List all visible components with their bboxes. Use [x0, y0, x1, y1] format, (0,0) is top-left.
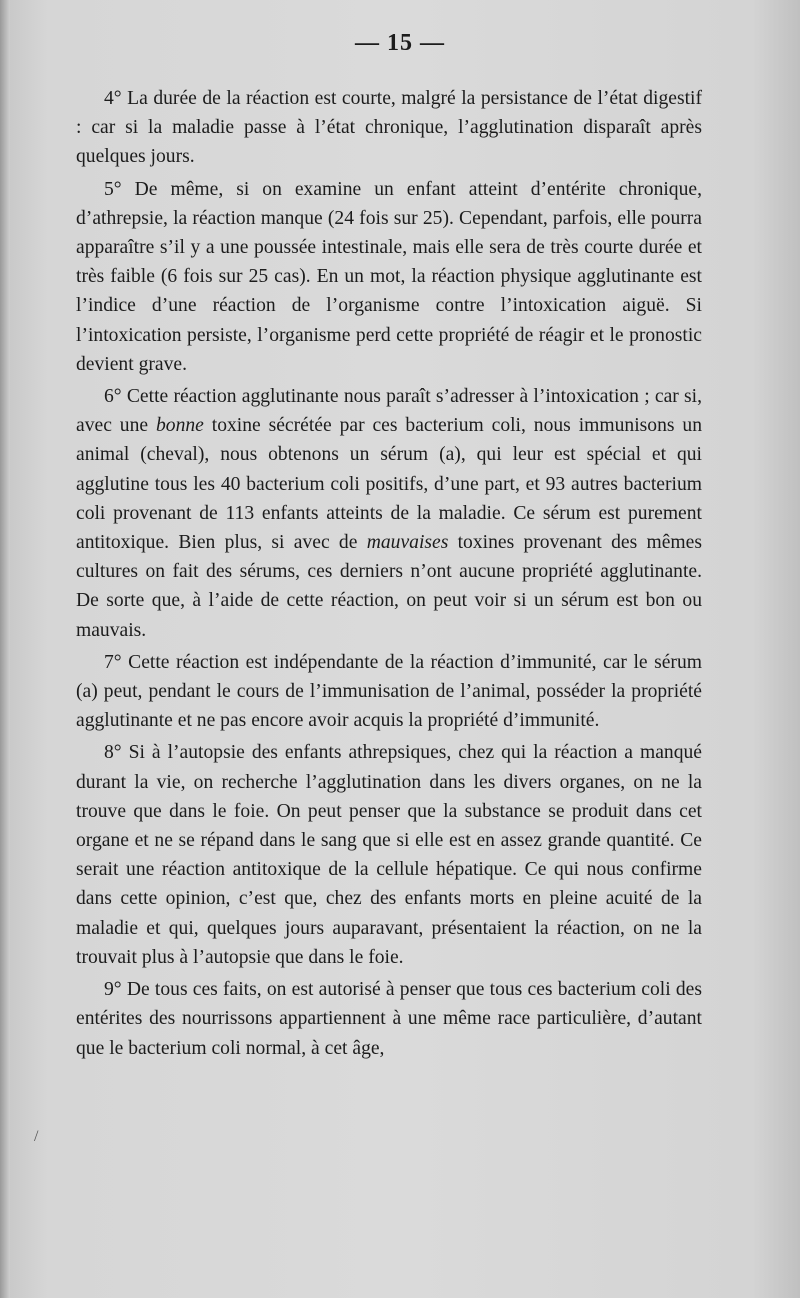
paragraph-6-part-3: toxines provenant des mêmes cultures on fait des sérums, ces derniers n’ont aucune propriété agglutinante. De sorte que, à l’aide de cette réaction, on peut voir si un sérum est bon ou mauvais.	[76, 532, 702, 641]
paragraph-6	[76, 382, 702, 645]
body-text	[76, 84, 702, 1063]
paragraph-6-part-1: 6° Cette réaction agglutinante nous paraît s’adresser à l’intoxication ; car si, avec une	[76, 386, 702, 437]
paragraph-8: 8° Si à l’autopsie des enfants athrepsiques, chez qui la réaction a manqué durant la vie, on recherche l’agglutination dans les divers organes, on ne la trouve que dans le foie. On peut penser que la substance se produit dans cet organe et ne se répand dans le sang que si elle est en assez grande quantité. Ce serait une réaction antitoxique de la cellule hépatique. Ce qui nous confirme dans cette opinion, c’est que, chez des enfants morts en pleine acuité de la maladie et qui, quelques jours auparavant, présentaient la réaction, on ne la trouvait plus à l’autopsie que dans le foie.	[76, 742, 702, 968]
paragraph-4: 4° La durée de la réaction est courte, malgré la persistance de l’état digestif : car si la maladie passe à l’état chronique, l’agglutination disparaît après quelques jours.	[76, 88, 702, 168]
paragraph-5: 5° De même, si on examine un enfant atteint d’entérite chronique, d’athrepsie, la réaction manque (24 fois sur 25). Cependant, parfois, elle pourra apparaître s’il y a une poussée intestinale, mais elle sera de très courte durée et très faible (6 fois sur 25 cas). En un mot, la réaction physique agglutinante est l’indice d’une réaction de l’organisme contre l’intoxication aiguë. Si l’intoxication persiste, l’organisme perd cette propriété de réagir et le pronostic devient grave.	[76, 178, 702, 375]
margin-pencil-mark: /	[34, 1128, 39, 1145]
paragraph-7: 7° Cette réaction est indépendante de la réaction d’immunité, car le sérum (a) peut, pendant le cours de l’immunisation de l’animal, posséder la propriété agglutinante et ne pas encore avoir acquis la propriété d’immunité.	[76, 651, 702, 732]
paragraph-9: 9° De tous ces faits, on est autorisé à penser que tous ces bacterium coli des entérites des nourrissons appartiennent à une même race particulière, d’autant que le bacterium coli normal, à cet âge,	[76, 979, 702, 1059]
page-binding-shadow	[0, 0, 10, 1298]
paragraph-6-emphasis-bonne: bonne	[155, 415, 204, 437]
paragraph-6-part-2: toxine sécrétée par ces bacterium coli, nous immunisons un animal (cheval), nous obtenons un sérum (a), qui leur est spécial et qui agglutine tous les 40 bacterium coli positifs, d’une part, et 93 autres bacterium coli provenant de 113 enfants atteints de la maladie. Ce sérum est purement antitoxique. Bien plus, si avec de	[76, 415, 702, 554]
page-number: — 15 —	[355, 30, 445, 56]
paragraph-6-emphasis-mauvaises: mauvaises	[366, 532, 449, 554]
